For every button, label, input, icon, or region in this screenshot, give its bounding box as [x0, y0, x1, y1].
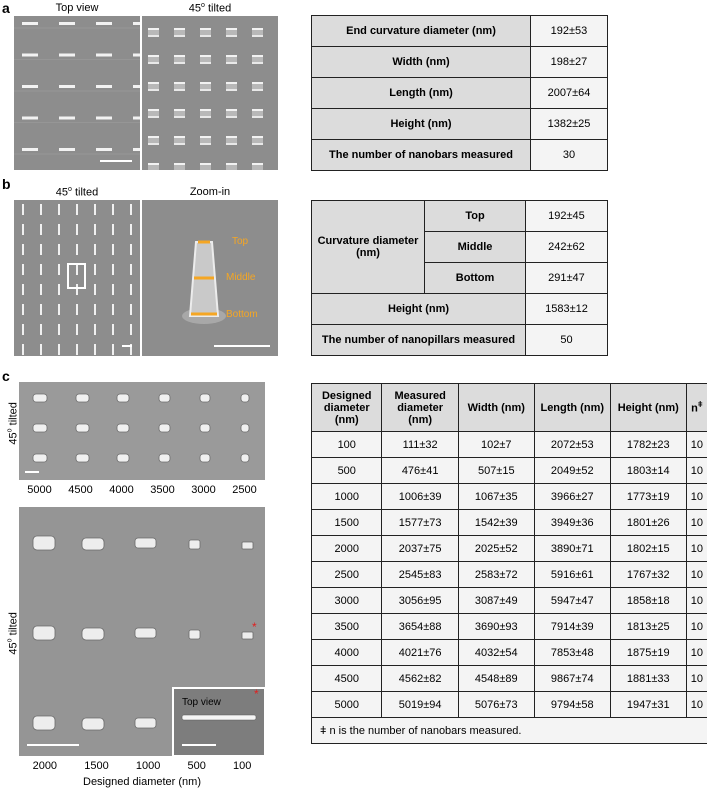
- panel-c-bottom-tilt-label: 45$^o$ tilted: [6, 612, 20, 655]
- table-cell: 507±15: [458, 458, 534, 484]
- table-cell: 111±32: [382, 432, 458, 458]
- table-cell: 2500: [312, 562, 382, 588]
- table-row: [312, 614, 707, 640]
- table-b-height-label: Height (nm): [312, 294, 526, 325]
- designed-diameter-label: 4500: [68, 484, 93, 496]
- table-b-count-value: 50: [526, 325, 608, 356]
- tilt-number: 45: [188, 2, 202, 15]
- table-cell: 4000: [312, 640, 382, 666]
- inset-top-view: [172, 687, 266, 757]
- table-b-row-value: 192±45: [526, 201, 608, 232]
- table-a-value: 192±53: [531, 16, 608, 47]
- table-cell: 1803±14: [610, 458, 686, 484]
- zoom-label-middle: Middle: [226, 272, 256, 283]
- table-cell: 1006±39: [382, 484, 458, 510]
- table-cell: 500: [312, 458, 382, 484]
- designed-diameter-label: 4000: [109, 484, 134, 496]
- designed-diameter-label: 2500: [232, 484, 257, 496]
- table-c-header: Measured diameter (nm): [382, 384, 458, 432]
- table-cell: 5947±47: [534, 588, 610, 614]
- designed-diameter-label: 5000: [27, 484, 52, 496]
- table-cell: 3966±27: [534, 484, 610, 510]
- tilt-text: tilted: [7, 402, 20, 426]
- table-a-label: End curvature diameter (nm): [312, 16, 531, 47]
- table-c-header: Length (nm): [534, 384, 610, 432]
- table-c-header: Height (nm): [610, 384, 686, 432]
- designed-diameter-label: 2000: [32, 760, 58, 772]
- table-cell: 3056±95: [382, 588, 458, 614]
- table-cell: 3949±36: [534, 510, 610, 536]
- table-cell: 1881±33: [610, 666, 686, 692]
- table-cell: 1875±19: [610, 640, 686, 666]
- designed-diameter-label: 1500: [84, 760, 109, 772]
- table-cell: 2545±83: [382, 562, 458, 588]
- table-cell: 10: [686, 614, 707, 640]
- table-cell: 1542±39: [458, 510, 534, 536]
- designed-diameter-label: 3500: [150, 484, 175, 496]
- inset-label: Top view: [182, 697, 221, 708]
- table-cell: 2072±53: [534, 432, 610, 458]
- panel-a-caption-tilted: 45$^o$ tilted: [188, 2, 232, 15]
- table-row: [312, 666, 707, 692]
- table-cell: 10: [686, 536, 707, 562]
- table-cell: 1782±23: [610, 432, 686, 458]
- table-row: [312, 692, 707, 718]
- panel-b-caption-tilted: 45$^o$ tilted: [55, 186, 99, 199]
- panel-b-caption-zoom: Zoom-in: [189, 186, 231, 198]
- panel-a-caption-top-view: Top view: [55, 2, 99, 14]
- panel-c-top-tilt-label: 45$^o$ tilted: [6, 402, 20, 445]
- table-a-label: The number of nanobars measured: [312, 140, 531, 171]
- table-cell: 1773±19: [610, 484, 686, 510]
- table-cell: 10: [686, 510, 707, 536]
- panel-c-bottom-labels: [19, 760, 265, 774]
- tilt-number: 45: [7, 432, 20, 445]
- table-cell: 1067±35: [458, 484, 534, 510]
- table-row: [312, 510, 707, 536]
- sem-image-c-top: [19, 382, 265, 480]
- table-c-footnote: ǂ n is the number of nanobars measured.: [312, 718, 707, 744]
- tilt-text: tilted: [74, 186, 99, 199]
- sem-image-a-top-view: [14, 16, 140, 170]
- table-cell: 4548±89: [458, 666, 534, 692]
- table-b-row-value: 242±62: [526, 232, 608, 263]
- panel-b-label: b: [2, 176, 11, 192]
- table-cell: 1500: [312, 510, 382, 536]
- designed-diameter-label: 100: [233, 760, 252, 772]
- tilt-number: 45: [55, 186, 69, 199]
- table-b-row-value: 291±47: [526, 263, 608, 294]
- table-cell: 3654±88: [382, 614, 458, 640]
- table-cell: 4021±76: [382, 640, 458, 666]
- table-b-row-label: Bottom: [425, 263, 526, 294]
- table-a-value: 30: [531, 140, 608, 171]
- table-row: [312, 588, 707, 614]
- x-axis-label: Designed diameter (nm): [83, 776, 201, 788]
- table-cell: 3087±49: [458, 588, 534, 614]
- table-cell: 4500: [312, 666, 382, 692]
- table-cell: 2583±72: [458, 562, 534, 588]
- table-a-label: Length (nm): [312, 78, 531, 109]
- nanopillar-zoom-drawing: [142, 200, 278, 356]
- panel-c-top-labels: [19, 484, 265, 498]
- table-cell: 1813±25: [610, 614, 686, 640]
- table-c-header: Designed diameter (nm): [312, 384, 382, 432]
- table-cell: 5076±73: [458, 692, 534, 718]
- table-c-body: [312, 432, 707, 718]
- table-cell: 9867±74: [534, 666, 610, 692]
- table-a-value: 198±27: [531, 47, 608, 78]
- table-a-value: 2007±64: [531, 78, 608, 109]
- sem-image-b-tilted: [14, 200, 140, 356]
- table-cell: 10: [686, 692, 707, 718]
- table-cell: 1767±32: [610, 562, 686, 588]
- panel-b-table: [311, 200, 608, 356]
- table-cell: 4562±82: [382, 666, 458, 692]
- table-cell: 10: [686, 640, 707, 666]
- inset-asterisk: *: [254, 687, 259, 701]
- nanobar-top-view-pattern: [14, 16, 140, 170]
- table-b-curvature-label: Curvature diameter (nm): [312, 201, 425, 294]
- table-cell: 1801±26: [610, 510, 686, 536]
- tilt-text: tilted: [207, 2, 232, 15]
- table-cell: 2025±52: [458, 536, 534, 562]
- table-c-header-n: [686, 384, 707, 432]
- nanobar-array-large: [19, 382, 265, 480]
- table-a-label: Height (nm): [312, 109, 531, 140]
- designed-diameter-label: 1000: [135, 760, 161, 772]
- table-cell: 1802±15: [610, 536, 686, 562]
- table-a-value: 1382±25: [531, 109, 608, 140]
- panel-c-label: c: [2, 368, 10, 384]
- table-cell: 2049±52: [534, 458, 610, 484]
- n-superscript: ǂ: [697, 400, 703, 410]
- table-cell: 5000: [312, 692, 382, 718]
- panel-c-table: [311, 383, 707, 744]
- nanobar-tilted-pattern: [142, 16, 278, 170]
- table-cell: 1947±31: [610, 692, 686, 718]
- table-cell: 10: [686, 588, 707, 614]
- table-cell: 2000: [312, 536, 382, 562]
- table-cell: 7914±39: [534, 614, 610, 640]
- tilt-number: 45: [7, 642, 20, 655]
- table-cell: 5019±94: [382, 692, 458, 718]
- nanopillar-tilted-pattern: [14, 200, 140, 356]
- table-cell: 10: [686, 458, 707, 484]
- table-row: [312, 536, 707, 562]
- table-c-header: Width (nm): [458, 384, 534, 432]
- table-cell: 5916±61: [534, 562, 610, 588]
- table-b-row-label: Middle: [425, 232, 526, 263]
- designed-diameter-label: 3000: [191, 484, 216, 496]
- table-cell: 2037±75: [382, 536, 458, 562]
- table-b-row-label: Top: [425, 201, 526, 232]
- panel-a-table: [311, 15, 608, 171]
- zoom-label-bottom: Bottom: [226, 309, 258, 320]
- table-a-label: Width (nm): [312, 47, 531, 78]
- inset-nanobar-drawing: [174, 689, 264, 755]
- table-cell: 10: [686, 666, 707, 692]
- table-cell: 100: [312, 432, 382, 458]
- table-cell: 3890±71: [534, 536, 610, 562]
- sem-image-b-zoom: [142, 200, 278, 356]
- table-cell: 1577±73: [382, 510, 458, 536]
- table-row: [312, 640, 707, 666]
- designed-diameter-label: 500: [187, 760, 206, 772]
- table-b-height-value: 1583±12: [526, 294, 608, 325]
- table-row: [312, 562, 707, 588]
- table-cell: 476±41: [382, 458, 458, 484]
- table-b-count-label: The number of nanopillars measured: [312, 325, 526, 356]
- table-cell: 3500: [312, 614, 382, 640]
- panel-a-label: a: [2, 0, 10, 16]
- table-cell: 9794±58: [534, 692, 610, 718]
- table-cell: 4032±54: [458, 640, 534, 666]
- table-cell: 10: [686, 484, 707, 510]
- table-cell: 10: [686, 432, 707, 458]
- table-cell: 10: [686, 562, 707, 588]
- table-cell: 3690±93: [458, 614, 534, 640]
- asterisk-marker: *: [252, 620, 257, 634]
- table-cell: 3000: [312, 588, 382, 614]
- table-cell: 1000: [312, 484, 382, 510]
- zoom-label-top: Top: [232, 236, 249, 247]
- sem-image-a-tilted: [142, 16, 278, 170]
- table-row: [312, 458, 707, 484]
- table-cell: 7853±48: [534, 640, 610, 666]
- table-cell: 1858±18: [610, 588, 686, 614]
- tilt-text: tilted: [7, 612, 20, 636]
- table-row: [312, 432, 707, 458]
- n-symbol: n: [691, 402, 698, 415]
- table-row: [312, 484, 707, 510]
- table-cell: 102±7: [458, 432, 534, 458]
